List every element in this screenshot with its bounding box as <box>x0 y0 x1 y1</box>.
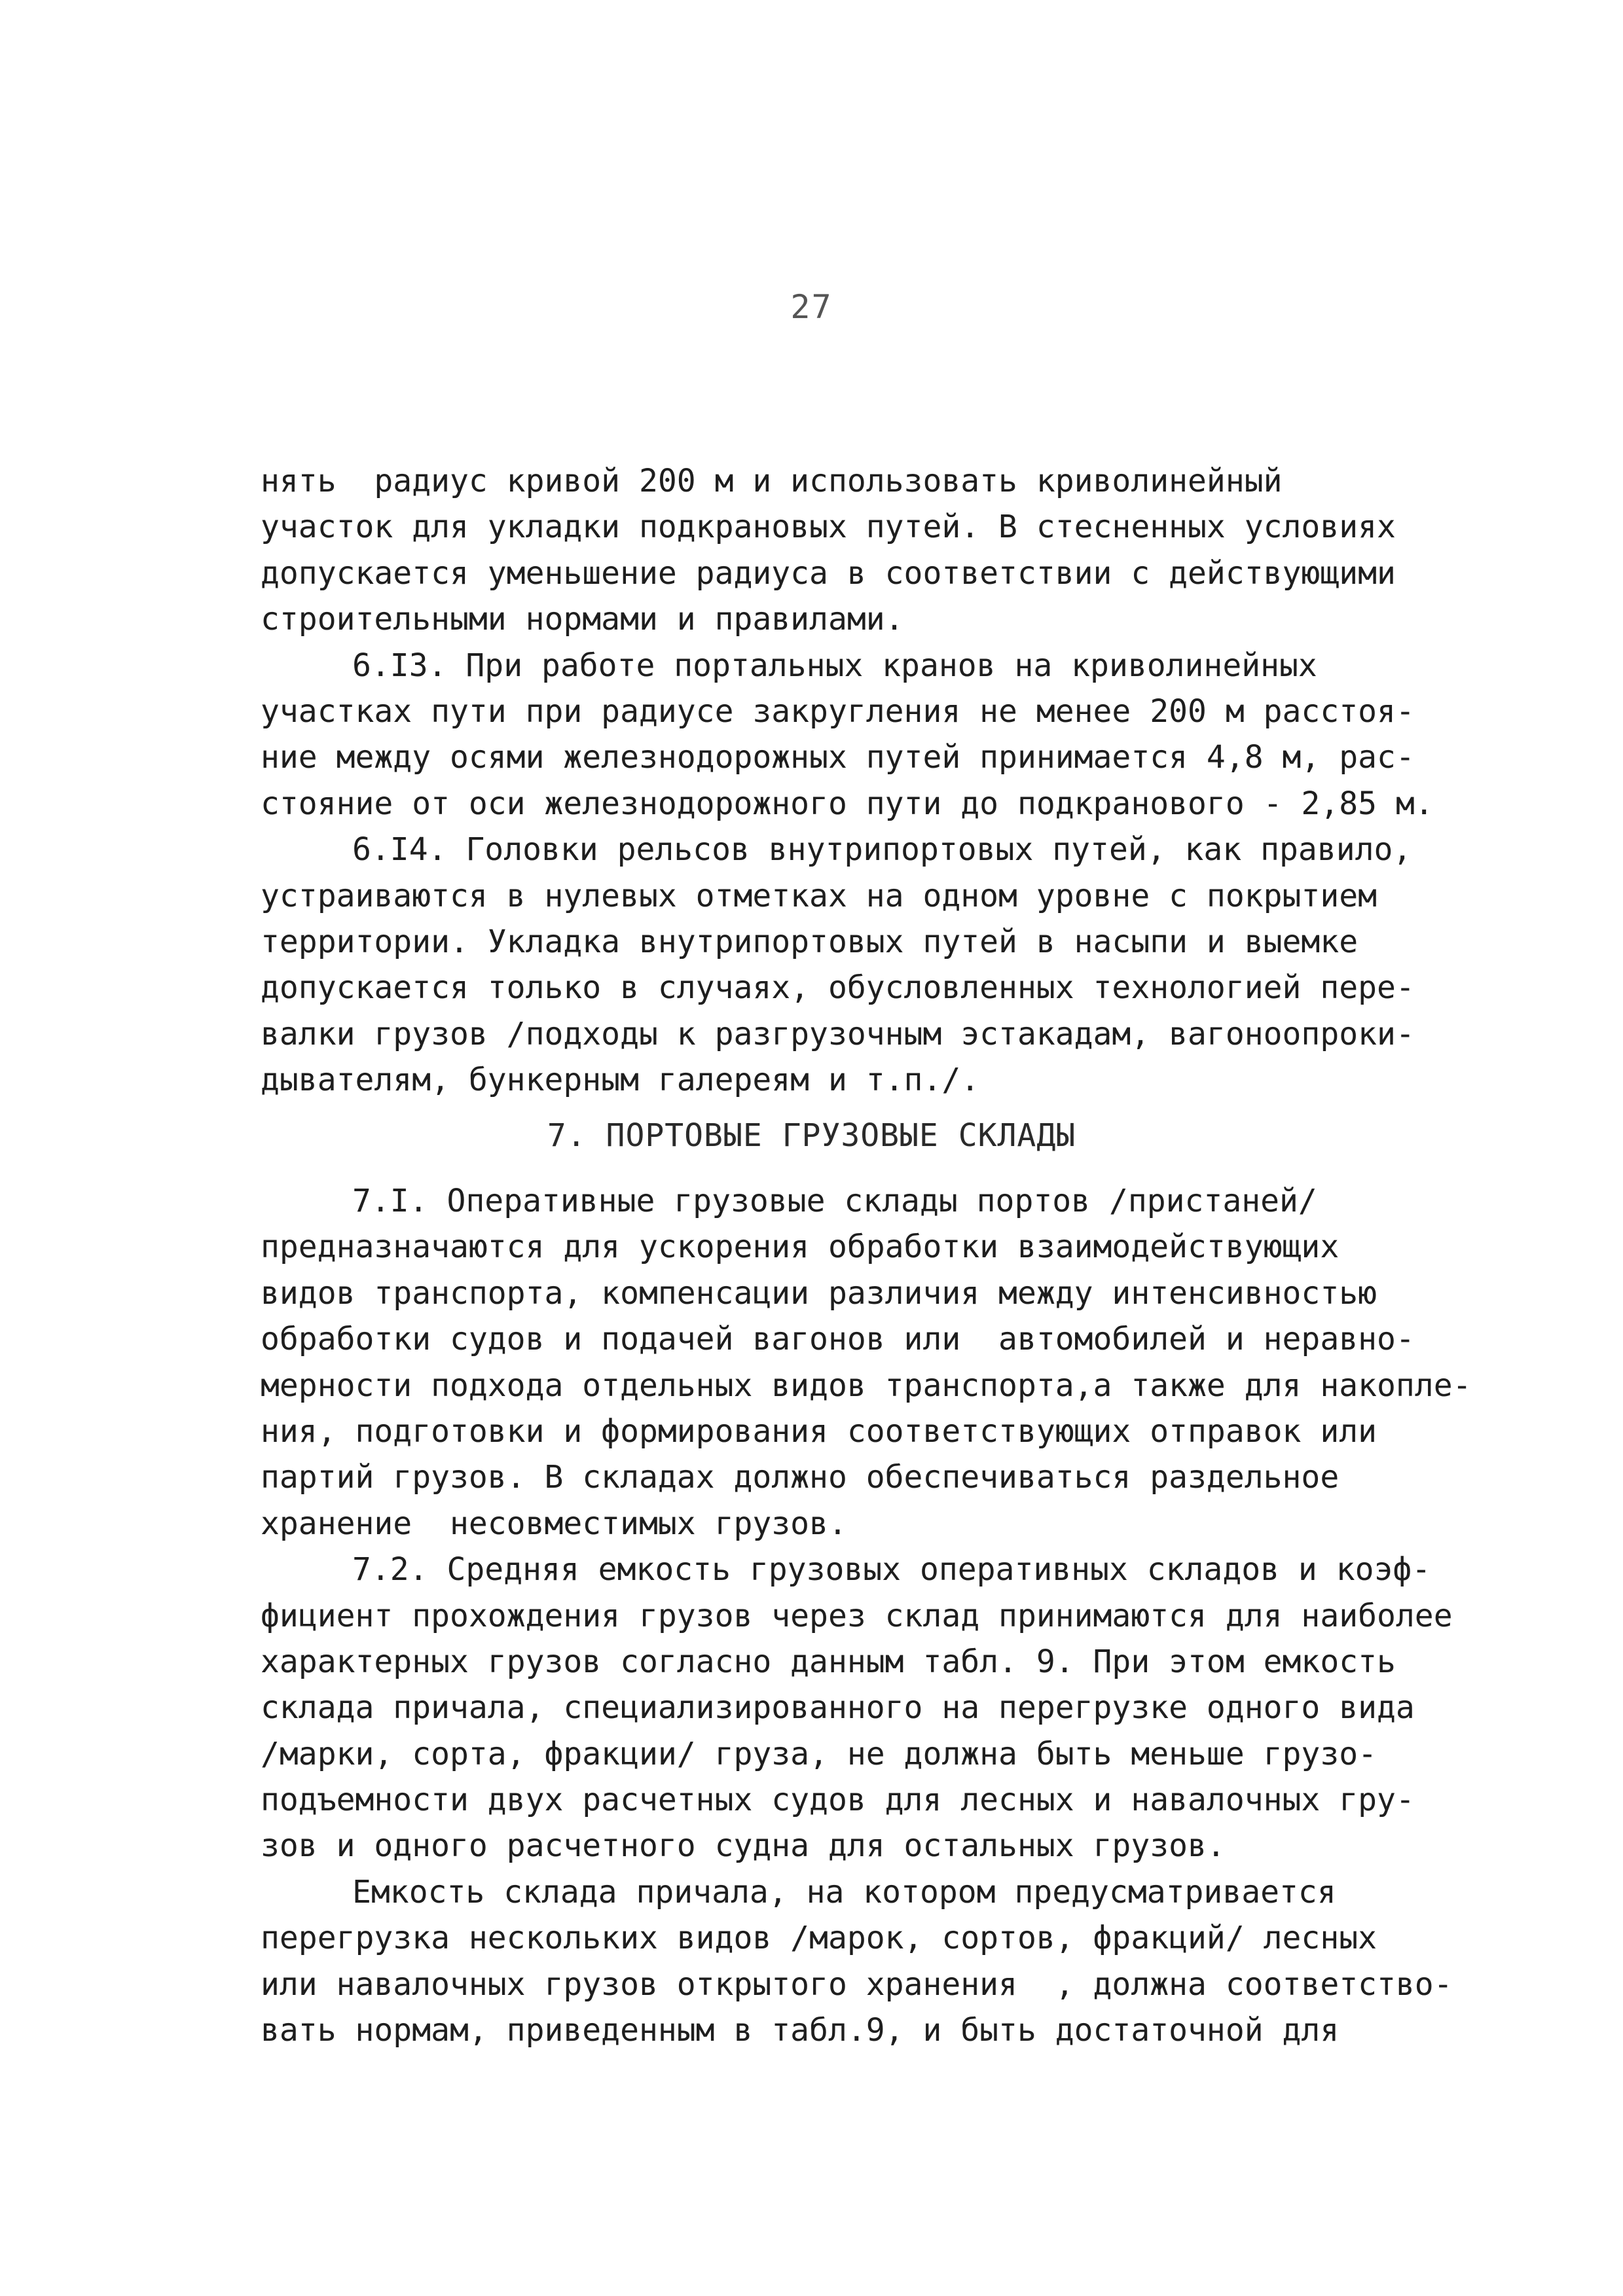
text-line: перегрузка нескольких видов /марок, сортов, фракций/ лесных <box>261 1920 1377 1957</box>
section-heading: 7. ПОРТОВЫЕ ГРУЗОВЫЕ СКЛАДЫ <box>547 1117 1076 1154</box>
text-line: мерности подхода отдельных видов транспорта,а также для накопле- <box>261 1367 1472 1404</box>
text-line: валки грузов /подходы к разгрузочным эстакадам, вагоноопроки- <box>261 1015 1415 1052</box>
text-line: партий грузов. В складах должно обеспечиваться раздельное <box>261 1459 1340 1496</box>
text-line: видов транспорта, компенсации различия между интенсивностью <box>261 1274 1377 1312</box>
text-line: /марки, сорта, фракции/ груза, не должна быть меньше грузо- <box>261 1735 1377 1772</box>
text-line: хранение несовместимых грузов. <box>261 1505 847 1542</box>
text-line: предназначаются для ускорения обработки взаимодействующих <box>261 1229 1340 1266</box>
paragraph-start-6-13: 6.I3. При работе портальных кранов на криволинейных <box>352 647 1317 684</box>
text-line: участок для укладки подкрановых путей. В стесненных условиях <box>261 509 1396 546</box>
text-line: или навалочных грузов открытого хранения , должна соответство- <box>261 1965 1453 2003</box>
paragraph-start-6-14: 6.I4. Головки рельсов внутрипортовых путей, как правило, <box>352 831 1412 869</box>
paragraph-start-7-1: 7.I. Оперативные грузовые склады портов /пристаней/ <box>352 1183 1317 1219</box>
text-line: строительными нормами и правилами. <box>261 601 904 638</box>
text-line: характерных грузов согласно данным табл. 9. При этом емкость <box>261 1643 1396 1680</box>
text-line: допускается уменьшение радиуса в соответствии с действующими <box>261 554 1396 592</box>
text-line: подъемности двух расчетных судов для лесных и навалочных гру- <box>261 1782 1415 1819</box>
text-line: нять радиус кривой 200 м и использовать криволинейный <box>261 463 1283 499</box>
text-block-section-7 <box>261 1178 1472 2053</box>
paragraph-start-7-2: 7.2. Средняя емкость грузовых оперативных складов и коэф- <box>352 1551 1431 1588</box>
text-line: ния, подготовки и формирования соответствующих отправок или <box>261 1412 1377 1450</box>
text-line: фициент прохождения грузов через склад принимаются для наиболее <box>261 1597 1453 1634</box>
paragraph-start-capacity: Емкость склада причала, на котором предусматривается <box>352 1873 1336 1910</box>
text-line: зов и одного расчетного судна для остальных грузов. <box>261 1827 1226 1865</box>
text-line: стояние от оси железнодорожного пути до подкранового - 2,85 м. <box>261 785 1434 822</box>
page-number: 27 <box>790 288 833 326</box>
text-line: устраиваются в нулевых отметках на одном уровне с покрытием <box>261 877 1377 914</box>
text-line: вать нормам, приведенным в табл.9, и быть достаточной для <box>261 2012 1340 2049</box>
text-line: склада причала, специализированного на перегрузке одного вида <box>261 1689 1415 1727</box>
text-line: обработки судов и подачей вагонов или автомобилей и неравно- <box>261 1321 1415 1358</box>
text-block-continuation <box>261 458 1434 1103</box>
text-line: участках пути при радиусе закругления не менее 200 м расстоя- <box>261 692 1415 730</box>
text-line: территории. Укладка внутрипортовых путей в насыпи и выемке <box>261 923 1359 960</box>
text-line: дывателям, бункерным галереям и т.п./. <box>261 1062 980 1099</box>
text-line: ние между осями железнодорожных путей принимается 4,8 м, рас- <box>261 739 1415 776</box>
text-line: допускается только в случаях, обусловленных технологией пере- <box>261 969 1415 1007</box>
